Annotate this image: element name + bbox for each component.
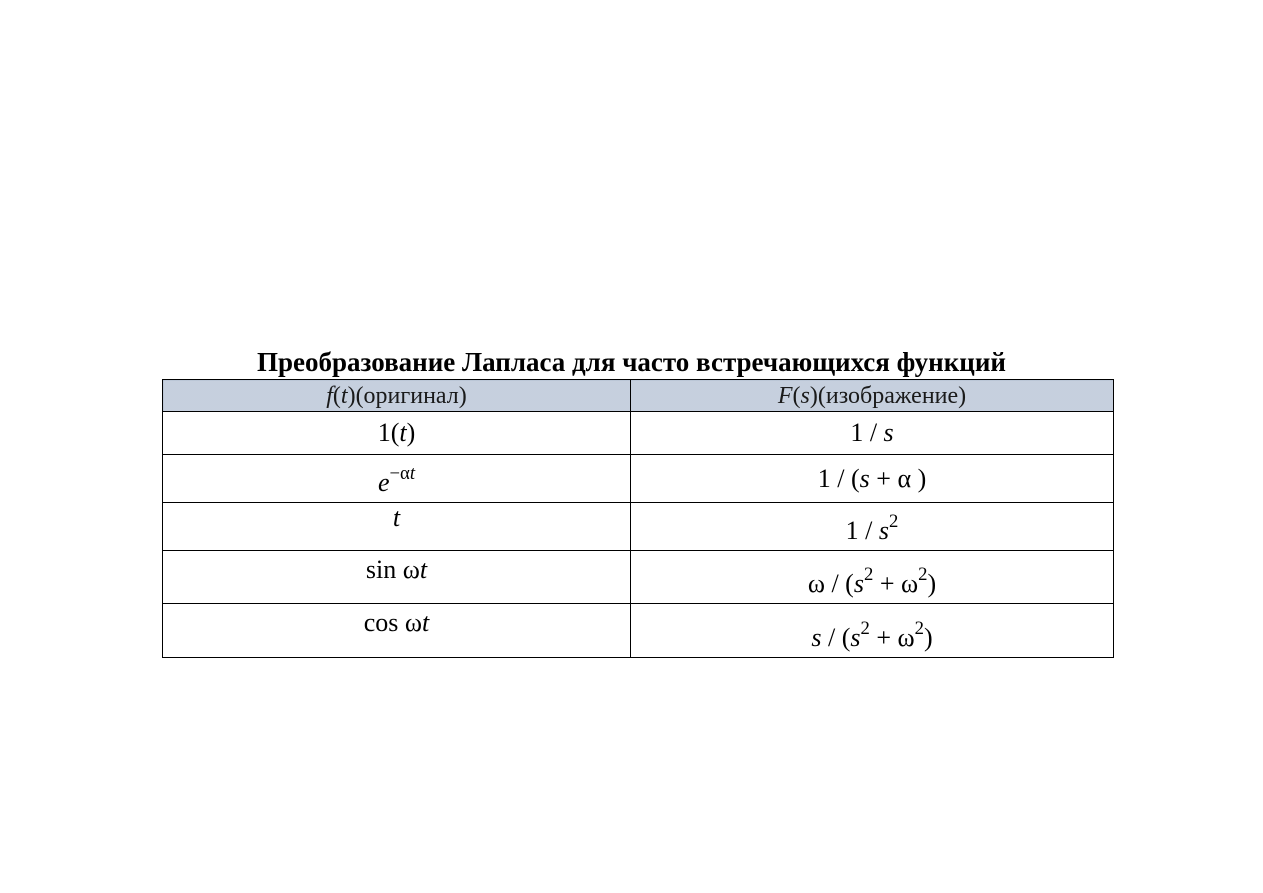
header-original-var: t bbox=[340, 382, 348, 409]
original-cell bbox=[163, 503, 631, 551]
original-cell bbox=[163, 604, 631, 658]
table-row bbox=[163, 503, 1114, 551]
table-row bbox=[163, 412, 1114, 455]
image-exponent: 2 bbox=[918, 564, 928, 586]
image-exponent: 2 bbox=[863, 564, 874, 586]
original-text: 1( bbox=[377, 418, 400, 447]
header-image-open: ( bbox=[792, 382, 801, 409]
image-exponent: 2 bbox=[914, 618, 924, 640]
header-image-close: ) bbox=[809, 382, 818, 409]
original-exponent bbox=[389, 463, 415, 484]
original-exp-var: t bbox=[409, 463, 416, 485]
original-var: t bbox=[422, 608, 430, 637]
image-text: / ( bbox=[821, 623, 851, 652]
header-original-open: ( bbox=[332, 382, 341, 409]
original-base: e bbox=[377, 468, 390, 497]
table-header-row bbox=[163, 380, 1114, 412]
image-text: + α ) bbox=[869, 463, 927, 493]
image-text: 1 / bbox=[845, 516, 879, 545]
original-cell bbox=[163, 455, 631, 503]
header-original-label: (оригинал) bbox=[355, 382, 467, 409]
header-original-close: ) bbox=[347, 382, 356, 409]
header-image bbox=[631, 380, 1114, 412]
image-text: ω / ( bbox=[807, 569, 854, 598]
image-var: s bbox=[853, 569, 864, 598]
original-text: ) bbox=[406, 418, 416, 447]
laplace-transform-table bbox=[162, 379, 1114, 658]
image-var: s bbox=[878, 516, 889, 545]
image-var: s bbox=[811, 623, 822, 652]
original-var: t bbox=[392, 503, 401, 532]
image-var: s bbox=[859, 463, 870, 493]
original-text: cos ω bbox=[363, 608, 423, 637]
table-row bbox=[163, 551, 1114, 604]
table-row bbox=[163, 604, 1114, 658]
image-cell bbox=[631, 455, 1114, 503]
header-image-label: (изображение) bbox=[817, 382, 967, 409]
document-title: Преобразование Лапласа для часто встречающихся функций bbox=[257, 347, 1006, 377]
image-var: s bbox=[850, 623, 861, 652]
image-cell bbox=[631, 604, 1114, 658]
original-var: t bbox=[399, 418, 407, 447]
image-cell bbox=[631, 551, 1114, 604]
header-original-fn: f bbox=[326, 382, 333, 409]
original-var: t bbox=[419, 555, 428, 584]
image-text: ) bbox=[927, 569, 937, 598]
image-cell bbox=[631, 503, 1114, 551]
image-exponent: 2 bbox=[889, 511, 899, 533]
original-cell bbox=[163, 551, 631, 604]
image-text: 1 / bbox=[850, 418, 884, 447]
image-text: + ω bbox=[873, 569, 919, 598]
original-text: sin ω bbox=[365, 555, 420, 584]
original-exp-text: −α bbox=[389, 463, 410, 485]
header-original bbox=[163, 380, 631, 412]
header-image-var: s bbox=[800, 382, 810, 409]
image-text: + ω bbox=[869, 623, 915, 652]
image-var: s bbox=[883, 418, 894, 447]
table-row bbox=[163, 455, 1114, 503]
image-exponent: 2 bbox=[860, 618, 870, 640]
image-cell bbox=[631, 412, 1114, 455]
image-text: ) bbox=[923, 623, 933, 652]
original-cell bbox=[163, 412, 631, 455]
image-text: 1 / ( bbox=[817, 463, 860, 493]
header-image-fn: F bbox=[777, 382, 793, 409]
